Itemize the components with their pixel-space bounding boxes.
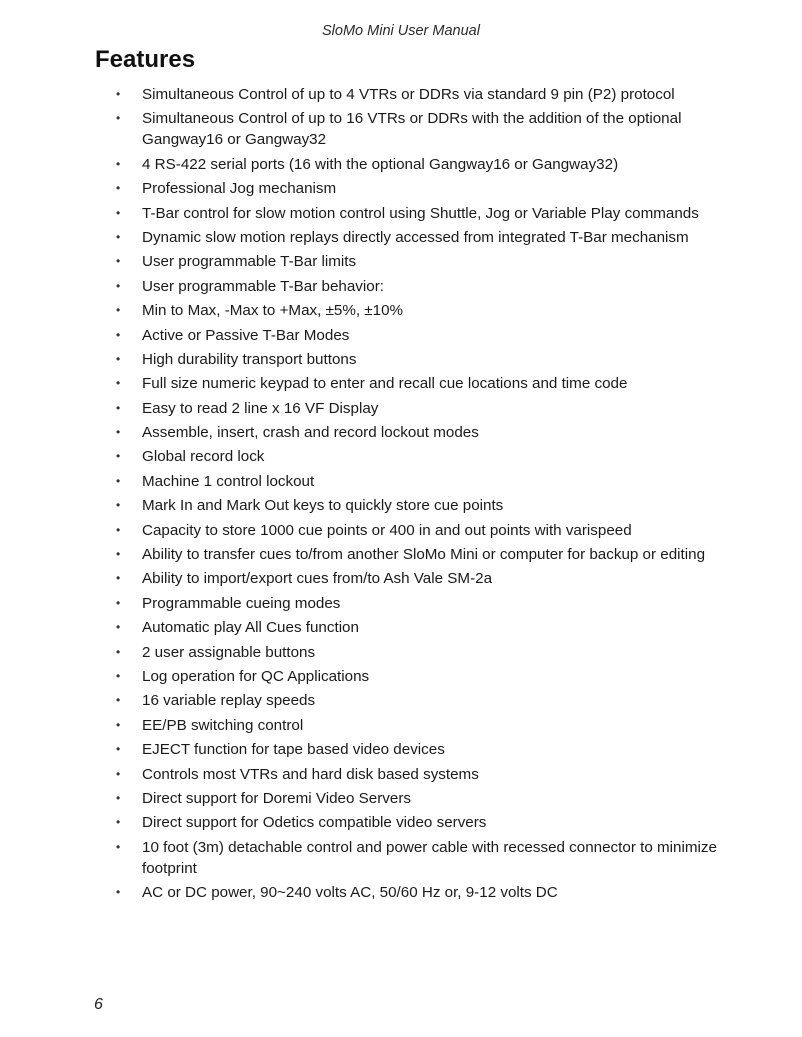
- list-item: [0, 715, 802, 736]
- bullet-icon: •: [116, 885, 121, 900]
- bullet-icon: •: [116, 717, 121, 732]
- bullet-icon: •: [116, 498, 121, 513]
- bullet-icon: •: [116, 620, 121, 635]
- feature-text: Global record lock: [142, 448, 265, 466]
- list-item: [0, 471, 802, 492]
- bullet-icon: •: [116, 668, 121, 683]
- feature-text: Ability to import/export cues from/to Ash Vale SM-2a: [142, 570, 493, 588]
- list-item: [0, 544, 802, 565]
- bullet-icon: •: [116, 425, 121, 440]
- feature-text: Easy to read 2 line x 16 VF Display: [142, 399, 379, 417]
- list-item: [0, 203, 802, 224]
- page-number: 6: [94, 996, 103, 1013]
- running-header: SloMo Mini User Manual: [322, 23, 480, 39]
- bullet-icon: •: [116, 449, 121, 464]
- feature-text: Direct support for Doremi Video Servers: [142, 789, 411, 807]
- list-item: [0, 422, 802, 443]
- bullet-icon: •: [116, 229, 121, 244]
- section-title: Features: [95, 46, 196, 73]
- feature-text: Full size numeric keypad to enter and recall cue locations and time code: [142, 375, 628, 393]
- bullet-icon: •: [116, 351, 121, 366]
- bullet-icon: •: [116, 571, 121, 586]
- list-item: [0, 520, 802, 541]
- bullet-icon: •: [116, 156, 121, 171]
- feature-text: Ability to transfer cues to/from another SloMo Mini or computer for backup or editing: [142, 546, 706, 564]
- list-item: [0, 300, 802, 321]
- bullet-icon: •: [116, 693, 121, 708]
- list-item: [0, 593, 802, 614]
- bullet-icon: •: [116, 815, 121, 830]
- list-item: [0, 617, 802, 638]
- bullet-icon: •: [116, 547, 121, 562]
- feature-text: 4 RS-422 serial ports (16 with the optional Gangway16 or Gangway32): [142, 155, 619, 173]
- feature-text: High durability transport buttons: [142, 350, 357, 368]
- bullet-icon: •: [116, 400, 121, 415]
- bullet-icon: •: [116, 742, 121, 757]
- feature-text: Active or Passive T-Bar Modes: [142, 326, 350, 344]
- list-item: [0, 251, 802, 272]
- feature-text: Machine 1 control lockout: [142, 472, 315, 490]
- list-item: [0, 690, 802, 711]
- feature-text: Log operation for QC Applications: [142, 667, 370, 685]
- bullet-icon: •: [116, 839, 121, 854]
- feature-text: User programmable T-Bar limits: [142, 253, 357, 271]
- list-item: [0, 739, 802, 760]
- feature-text: Assemble, insert, crash and record lockout modes: [142, 424, 479, 442]
- list-item: [0, 446, 802, 467]
- list-item: [0, 276, 802, 297]
- feature-text: Dynamic slow motion replays directly accessed from integrated T-Bar mechanism: [142, 228, 689, 246]
- feature-text: Direct support for Odetics compatible video servers: [142, 814, 487, 832]
- feature-text: EJECT function for tape based video devices: [142, 741, 445, 759]
- list-item: [0, 325, 802, 346]
- bullet-icon: •: [116, 766, 121, 781]
- bullet-icon: •: [116, 303, 121, 318]
- feature-text: EE/PB switching control: [142, 716, 304, 734]
- list-item: [0, 398, 802, 419]
- bullet-icon: •: [116, 327, 121, 342]
- bullet-icon: •: [116, 473, 121, 488]
- feature-text: User programmable T-Bar behavior:: [142, 277, 384, 295]
- feature-text: Simultaneous Control of up to 4 VTRs or DDRs via standard 9 pin (P2) protocol: [142, 86, 675, 103]
- bullet-icon: •: [116, 87, 121, 101]
- feature-text: Programmable cueing modes: [142, 594, 341, 612]
- list-item: [0, 788, 802, 809]
- list-item: [0, 812, 802, 833]
- bullet-icon: •: [116, 181, 121, 196]
- feature-text: Capacity to store 1000 cue points or 400 in and out points with varispeed: [142, 521, 632, 539]
- bullet-icon: •: [116, 595, 121, 610]
- list-item: [0, 349, 802, 370]
- bullet-icon: •: [116, 205, 121, 220]
- feature-list: [0, 84, 802, 907]
- feature-text: 2 user assignable buttons: [142, 643, 316, 661]
- feature-text: 16 variable replay speeds: [142, 692, 316, 710]
- feature-text: AC or DC power, 90~240 volts AC, 50/60 Hz or, 9-12 volts DC: [142, 884, 558, 902]
- feature-text: T-Bar control for slow motion control using Shuttle, Jog or Variable Play commands: [142, 204, 699, 222]
- list-item: [0, 495, 802, 516]
- bullet-icon: •: [116, 254, 121, 269]
- feature-text: Simultaneous Control of up to 16 VTRs or DDRs with the addition of the optional Gangway16 or Gangway32: [142, 110, 682, 149]
- bullet-icon: •: [116, 278, 121, 293]
- bullet-icon: •: [116, 376, 121, 391]
- feature-text: Min to Max, -Max to +Max, ±5%, ±10%: [142, 302, 404, 320]
- bullet-icon: •: [116, 644, 121, 659]
- list-item: [0, 837, 802, 879]
- list-item: [0, 84, 802, 105]
- list-item: [0, 764, 802, 785]
- list-item: [0, 666, 802, 687]
- bullet-icon: •: [116, 522, 121, 537]
- feature-text: Mark In and Mark Out keys to quickly store cue points: [142, 497, 504, 515]
- list-item: [0, 154, 802, 175]
- feature-text: Controls most VTRs and hard disk based systems: [142, 765, 479, 783]
- list-item: [0, 882, 802, 903]
- bullet-icon: •: [116, 111, 121, 126]
- bullet-icon: •: [116, 790, 121, 805]
- list-item: [0, 227, 802, 248]
- list-item: [0, 178, 802, 199]
- feature-text: Automatic play All Cues function: [142, 619, 359, 637]
- list-item: [0, 108, 802, 150]
- feature-text: 10 foot (3m) detachable control and power cable with recessed connector to minimize footprint: [142, 838, 717, 877]
- list-item: [0, 373, 802, 394]
- list-item: [0, 642, 802, 663]
- feature-text: Professional Jog mechanism: [142, 180, 337, 198]
- list-item: [0, 568, 802, 589]
